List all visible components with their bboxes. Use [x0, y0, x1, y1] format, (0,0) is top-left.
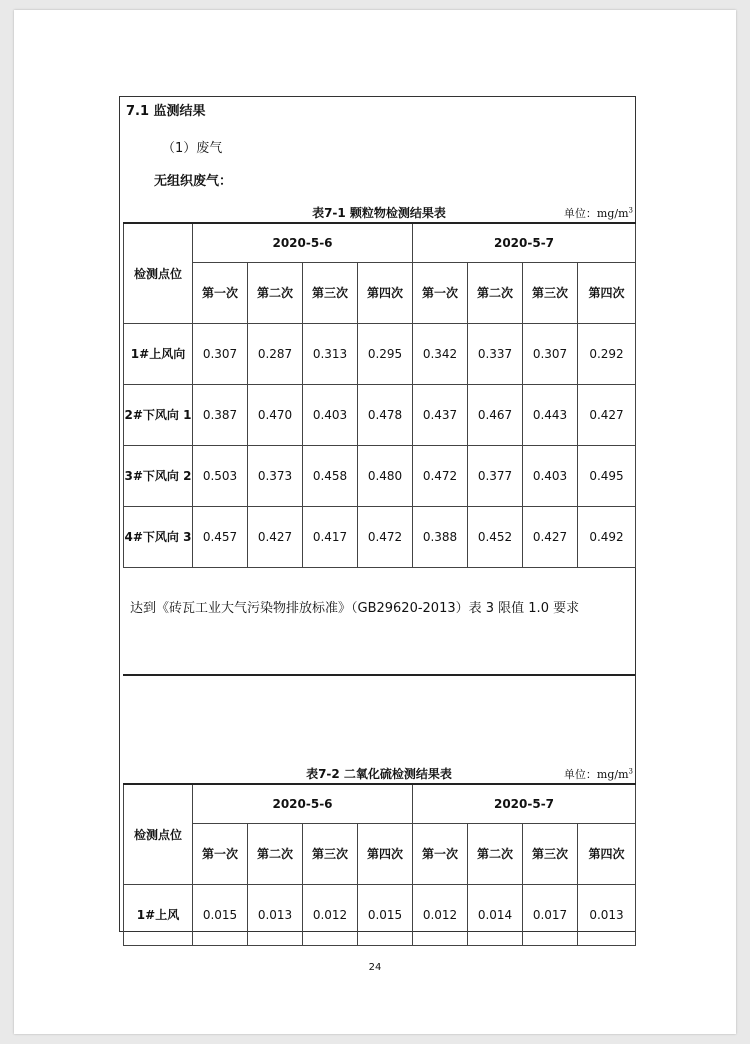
table-cell: 0.467 — [468, 385, 523, 446]
section-title: 7.1 监测结果 — [126, 104, 206, 119]
table2-point-header: 检测点位 — [124, 784, 193, 885]
table-cell: 0.377 — [468, 446, 523, 507]
table-row — [124, 324, 636, 385]
table1-location: 3#下风向 2 — [124, 446, 193, 507]
table-cell: 0.457 — [193, 507, 248, 568]
table-cell: 0.472 — [413, 446, 468, 507]
table-cell: 0.437 — [413, 385, 468, 446]
table-cell: 0.013 — [248, 885, 303, 946]
table1-trial-header: 第四次 — [358, 263, 413, 324]
table-cell: 0.403 — [303, 385, 358, 446]
table-cell: 0.012 — [413, 885, 468, 946]
table1-location: 2#下风向 1 — [124, 385, 193, 446]
table2-trial-header: 第二次 — [468, 824, 523, 885]
table-cell: 0.012 — [303, 885, 358, 946]
table-cell: 0.313 — [303, 324, 358, 385]
table1-trial-header: 第二次 — [248, 263, 303, 324]
table-cell: 0.307 — [523, 324, 578, 385]
table-cell: 0.292 — [578, 324, 636, 385]
table-cell: 0.388 — [413, 507, 468, 568]
table-cell: 0.015 — [358, 885, 413, 946]
table-cell: 0.427 — [523, 507, 578, 568]
table-cell: 0.417 — [303, 507, 358, 568]
table2-unit: 单位：$mg/m^3$ — [563, 767, 633, 781]
subheading: （1）废气 — [162, 141, 223, 156]
table-row — [124, 885, 636, 946]
table-cell: 0.495 — [578, 446, 636, 507]
table-cell: 0.014 — [468, 885, 523, 946]
table1-particulate-results — [123, 222, 636, 568]
table-cell: 0.458 — [303, 446, 358, 507]
table-cell: 0.480 — [358, 446, 413, 507]
table1-trial-header: 第四次 — [578, 263, 636, 324]
table-cell: 0.295 — [358, 324, 413, 385]
table-cell: 0.373 — [248, 446, 303, 507]
table-row — [124, 507, 636, 568]
table2-trial-header: 第三次 — [303, 824, 358, 885]
table1-trial-header: 第三次 — [303, 263, 358, 324]
table2-trial-header: 第一次 — [413, 824, 468, 885]
table2-caption-row — [123, 763, 635, 783]
table-cell: 0.503 — [193, 446, 248, 507]
table-cell: 0.492 — [578, 507, 636, 568]
table2-trial-header: 第四次 — [358, 824, 413, 885]
table2-trial-header: 第二次 — [248, 824, 303, 885]
table2-date-header: 2020-5-7 — [413, 784, 636, 824]
table2-date-header: 2020-5-6 — [193, 784, 413, 824]
table1-point-header: 检测点位 — [124, 223, 193, 324]
unorganized-emissions-label: 无组织废气： — [154, 174, 233, 189]
table-row — [124, 446, 636, 507]
table1-location: 1#上风向 — [124, 324, 193, 385]
table1-trial-header: 第一次 — [193, 263, 248, 324]
table-cell: 0.387 — [193, 385, 248, 446]
table1-unit: 单位：$mg/m^3$ — [563, 206, 633, 220]
table1-caption-row — [123, 202, 635, 222]
table-cell: 0.427 — [578, 385, 636, 446]
table2-location: 1#上风 — [124, 885, 193, 946]
table-cell: 0.337 — [468, 324, 523, 385]
table-cell: 0.287 — [248, 324, 303, 385]
table-cell: 0.015 — [193, 885, 248, 946]
table2-trial-header: 第一次 — [193, 824, 248, 885]
table-cell: 0.472 — [358, 507, 413, 568]
table-row — [124, 385, 636, 446]
table-cell: 0.017 — [523, 885, 578, 946]
page-number: 24 — [368, 962, 382, 973]
table-cell: 0.307 — [193, 324, 248, 385]
table-cell: 0.427 — [248, 507, 303, 568]
table2-so2-results — [123, 783, 636, 946]
table2-trial-header: 第四次 — [578, 824, 636, 885]
table1-trial-header: 第二次 — [468, 263, 523, 324]
table1-trial-header: 第三次 — [523, 263, 578, 324]
table1-trial-header: 第一次 — [413, 263, 468, 324]
table-cell: 0.452 — [468, 507, 523, 568]
compliance-note: 达到《砖瓦工业大气污染物排放标准》（GB29620-2013）表 3 限值 1.0 要求 — [130, 601, 580, 616]
table-cell: 0.478 — [358, 385, 413, 446]
table-cell: 0.342 — [413, 324, 468, 385]
table2-trial-header: 第三次 — [523, 824, 578, 885]
table1-caption: 表7-1 颗粒物检测结果表 — [312, 206, 446, 220]
table-cell: 0.470 — [248, 385, 303, 446]
table-cell: 0.443 — [523, 385, 578, 446]
table1-date-header: 2020-5-6 — [193, 223, 413, 263]
table1-date-header: 2020-5-7 — [413, 223, 636, 263]
table-cell: 0.403 — [523, 446, 578, 507]
table2-caption: 表7-2 二氧化硫检测结果表 — [306, 767, 452, 781]
table-cell: 0.013 — [578, 885, 636, 946]
section-divider — [123, 674, 635, 676]
table1-location: 4#下风向 3 — [124, 507, 193, 568]
